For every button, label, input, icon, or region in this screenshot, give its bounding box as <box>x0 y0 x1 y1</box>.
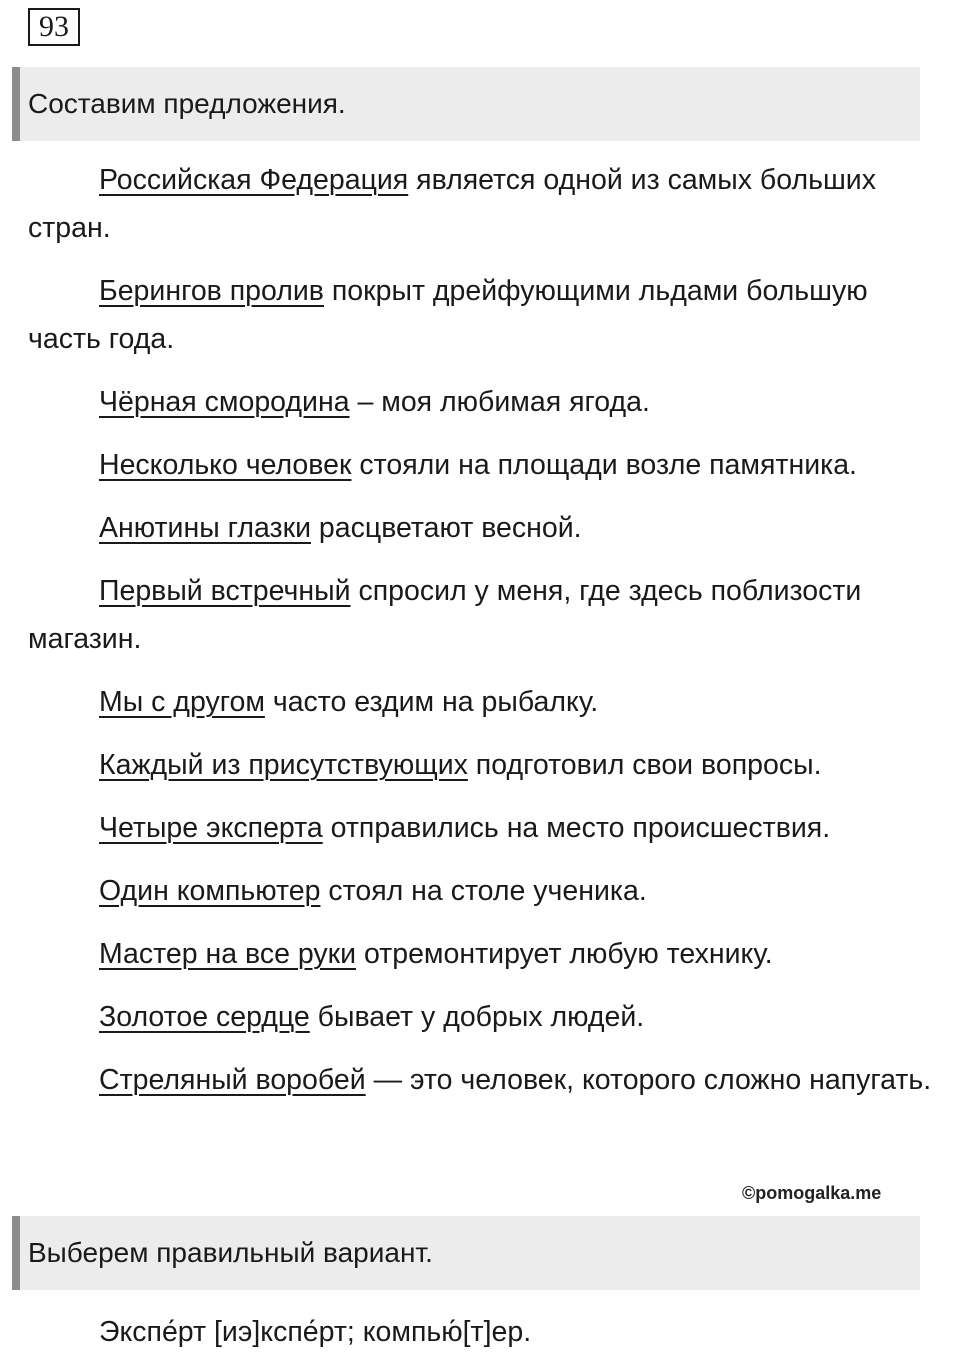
sentence-item <box>28 741 938 789</box>
watermark: ©pomogalka.me <box>742 1183 882 1203</box>
sentence-item <box>28 156 938 252</box>
sentence-rest: спросил у меня, где здесь поблизости магазин. <box>28 575 862 655</box>
section-title: Выберем правильный вариант. <box>28 1237 433 1268</box>
sentence-item <box>28 378 938 426</box>
answer-transcription: Экспе́рт [иэ]кспе́рт; компью́[т]ер. <box>99 1316 532 1348</box>
sentence-subject: Берингов пролив <box>99 275 324 307</box>
sentence-subject: Каждый из присутствующих <box>99 749 468 781</box>
sentence-subject: Первый встречный <box>99 575 351 607</box>
sentence-item <box>28 267 938 363</box>
sentence-rest: бывает у добрых людей. <box>309 1001 645 1033</box>
sentence-rest: стоял на столе ученика. <box>320 875 647 907</box>
sentence-item <box>28 993 938 1041</box>
sentence-item <box>28 1056 938 1104</box>
sentence-subject: Несколько человек <box>99 449 352 481</box>
sentence-subject: Анютины глазки <box>99 512 311 544</box>
sentence-rest: стояли на площади возле памятника. <box>351 449 857 481</box>
sentence-rest: — это человек, которого сложно напугать. <box>365 1064 932 1096</box>
section-header-compose <box>12 67 920 141</box>
task-number: 93 <box>28 8 80 46</box>
section-header-choose <box>12 1216 920 1290</box>
sentence-subject: Мастер на все руки <box>99 938 357 970</box>
sentence-subject: Мы с другом <box>99 686 265 718</box>
sentence-rest: – моя любимая ягода. <box>349 386 650 418</box>
sentence-subject: Золотое сердце <box>99 1001 310 1033</box>
sentence-item <box>28 567 938 663</box>
sentence-rest: отремонтирует любую технику. <box>356 938 773 970</box>
sentence-subject: Российская Федерация <box>99 164 409 196</box>
sentence-subject: Четыре эксперта <box>99 812 323 844</box>
sentence-item <box>28 804 938 852</box>
sentence-item <box>28 930 938 978</box>
sentence-subject: Чёрная смородина <box>99 386 350 418</box>
sentence-item <box>28 441 938 489</box>
sentence-rest: отправились на место происшествия. <box>322 812 831 844</box>
sentence-list <box>28 156 938 1119</box>
sentence-subject: Один компьютер <box>99 875 321 907</box>
sentence-item <box>28 504 938 552</box>
sentence-rest: подготовил свои вопросы. <box>467 749 822 781</box>
sentence-item <box>28 678 938 726</box>
sentence-rest: является одной из самых больших стран. <box>28 164 876 244</box>
section-title: Составим предложения. <box>28 88 346 119</box>
sentence-subject: Стреляный воробей <box>99 1064 366 1096</box>
sentence-rest: расцветают весной. <box>311 512 582 544</box>
sentence-item <box>28 867 938 915</box>
sentence-rest: покрыт дрейфующими льдами большую часть года. <box>28 275 868 355</box>
sentence-rest: часто ездим на рыбалку. <box>264 686 599 718</box>
